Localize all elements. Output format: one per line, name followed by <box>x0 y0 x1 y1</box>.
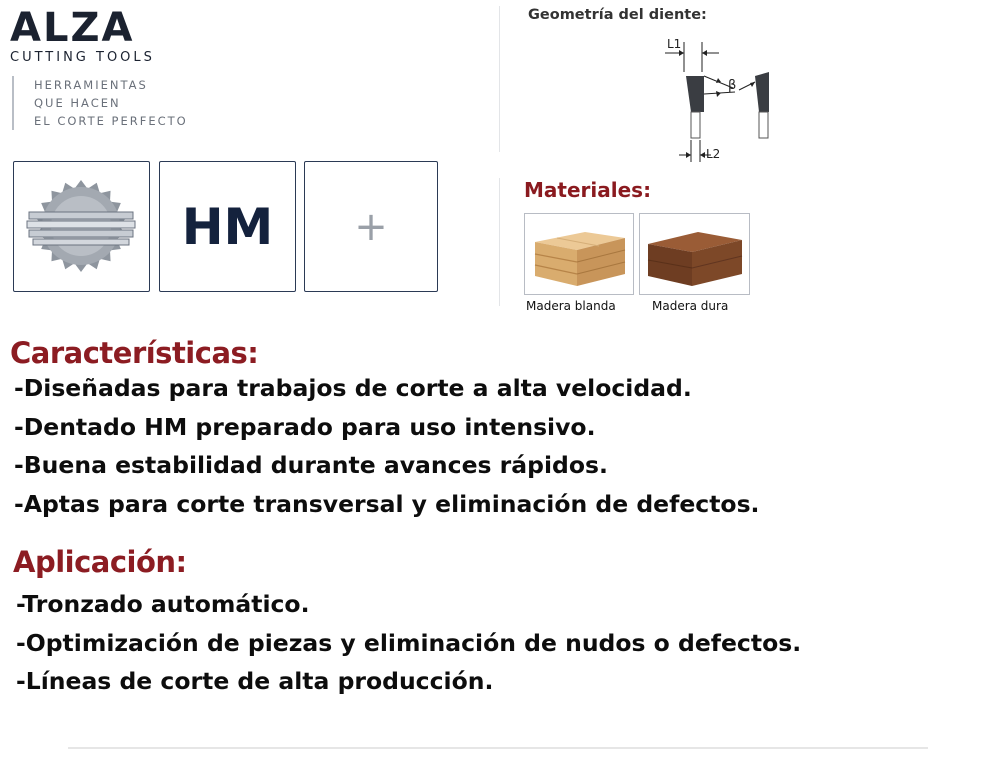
brand-logo <box>10 5 180 65</box>
characteristics-list <box>14 369 759 523</box>
brand-name: ALZA <box>10 5 135 51</box>
softwood-planks-icon <box>525 214 633 294</box>
tagline-line-1: HERRAMIENTAS <box>34 78 148 92</box>
list-item: -Optimización de piezas y eliminación de nudos o defectos. <box>16 628 802 657</box>
saw-blade-box <box>13 161 150 292</box>
label-beta: β <box>728 78 737 93</box>
divider-vertical-bottom <box>499 178 500 306</box>
hardwood-image <box>639 213 750 295</box>
hardwood-block-icon <box>640 214 749 294</box>
application-heading: Aplicación: <box>13 545 187 579</box>
hm-label: HM <box>181 198 274 256</box>
list-item: -Aptas para corte transversal y eliminación de defectos. <box>14 489 760 518</box>
brand-tagline <box>12 76 188 130</box>
tagline-line-2: QUE HACEN <box>34 96 121 110</box>
materials-title: Materiales: <box>524 178 652 202</box>
saw-blade-icon <box>14 162 148 290</box>
hardwood-label: Madera dura <box>652 299 729 313</box>
list-item: -Dentado HM preparado para uso intensivo. <box>14 412 596 441</box>
divider-vertical-top <box>499 6 500 152</box>
brand-subtitle: CUTTING TOOLS <box>10 50 155 65</box>
tagline-line-3: EL CORTE PERFECTO <box>34 114 188 128</box>
softwood-image <box>524 213 634 295</box>
list-item: -Líneas de corte de alta producción. <box>16 667 494 695</box>
plus-box <box>304 161 438 292</box>
softwood-label: Madera blanda <box>526 299 616 313</box>
bottom-divider <box>68 747 928 749</box>
plus-icon: + <box>354 204 388 250</box>
list-item: -Buena estabilidad durante avances rápidos. <box>14 451 608 479</box>
characteristics-heading: Características: <box>10 336 259 370</box>
list-item: -Tronzado automático. <box>16 590 310 618</box>
geometry-title: Geometría del diente: <box>528 7 707 23</box>
application-list <box>16 585 801 701</box>
tooth-geometry-diagram <box>655 32 785 164</box>
label-l2: L2 <box>706 147 721 161</box>
label-l1: L1 <box>667 37 682 51</box>
list-item: -Diseñadas para trabajos de corte a alta velocidad. <box>14 374 692 402</box>
hm-box <box>159 161 296 292</box>
